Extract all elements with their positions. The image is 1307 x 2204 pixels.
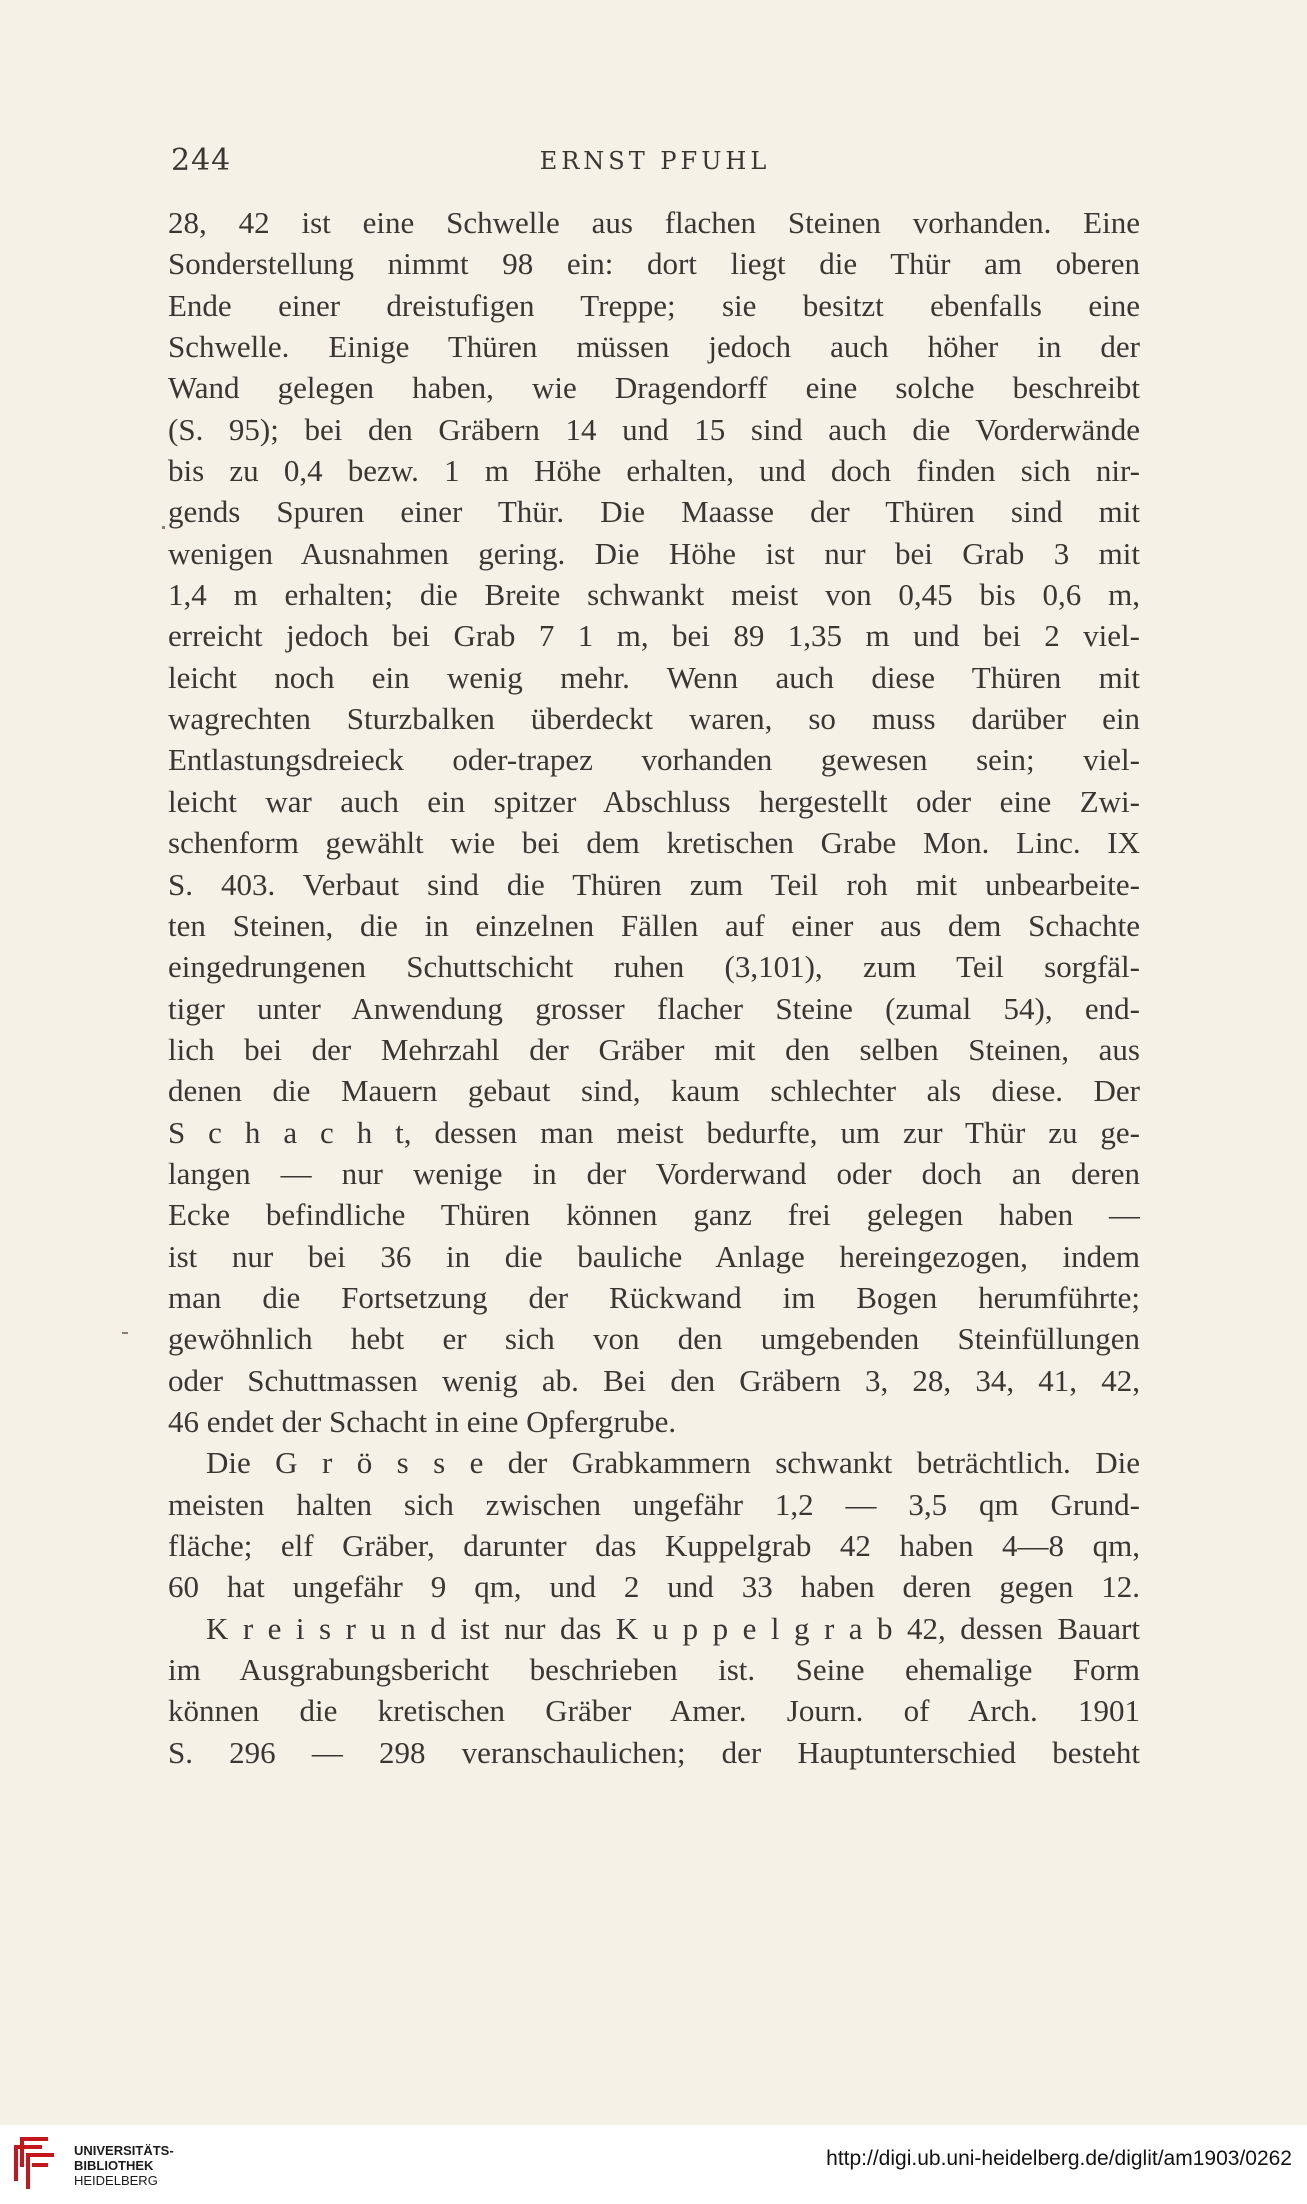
footer-bar: [0, 2125, 1307, 2204]
text-line: S. 403. Verbaut sind die Thüren zum Teil roh mit unbearbeite-: [168, 866, 1140, 902]
text-line: im Ausgrabungsbericht beschrieben ist. Seine ehemalige Form: [168, 1652, 1140, 1688]
text-line: gends Spuren einer Thür. Die Maasse der Thüren sind mit: [168, 494, 1140, 530]
text-line: Schwelle. Einige Thüren müssen jedoch auch höher in der: [168, 329, 1140, 365]
text-line: oder Schuttmassen wenig ab. Bei den Gräbern 3, 28, 34, 41, 42,: [168, 1362, 1140, 1398]
text-line: können die kretischen Gräber Amer. Journ. of Arch. 1901: [168, 1693, 1140, 1729]
library-logo-icon: [14, 2137, 54, 2189]
text-line: 60 hat ungefähr 9 qm, und 2 und 33 haben deren gegen 12.: [168, 1569, 1140, 1605]
text-line: 46 endet der Schacht in eine Opfergrube.: [168, 1403, 677, 1439]
text-line: Sonderstellung nimmt 98 ein: dort liegt die Thür am oberen: [168, 246, 1140, 282]
text-line: lich bei der Mehrzahl der Gräber mit den selben Steinen, aus: [168, 1031, 1140, 1067]
text-line: langen — nur wenige in der Vorderwand oder doch an deren: [168, 1155, 1140, 1191]
text-line: (S. 95); bei den Gräbern 14 und 15 sind auch die Vorderwände: [168, 411, 1140, 447]
text-line: S. 296 — 298 veranschaulichen; der Hauptunterschied besteht: [168, 1734, 1140, 1770]
text-line: bis zu 0,4 bezw. 1 m Höhe erhalten, und doch finden sich nir-: [168, 453, 1140, 489]
text-line: erreicht jedoch bei Grab 7 1 m, bei 89 1,35 m und bei 2 viel-: [168, 618, 1140, 654]
text-line: S c h a c h t, dessen man meist bedurfte, um zur Thür zu ge-: [168, 1114, 1140, 1150]
library-name: [74, 2143, 174, 2188]
text-line: 28, 42 ist eine Schwelle aus flachen Steinen vorhanden. Eine: [168, 205, 1140, 240]
margin-dash: [122, 1332, 128, 1334]
margin-dot: [162, 526, 165, 529]
text-line: tiger unter Anwendung grosser flacher Steine (zumal 54), end-: [168, 990, 1140, 1026]
library-name-line3: HEIDELBERG: [74, 2173, 158, 2188]
text-line: leicht war auch ein spitzer Abschluss hergestellt oder eine Zwi-: [168, 783, 1140, 819]
page-header: [171, 143, 1139, 183]
text-line: eingedrungenen Schuttschicht ruhen (3,101), zum Teil sorgfäl-: [168, 949, 1140, 985]
text-line: gewöhnlich hebt er sich von den umgebenden Steinfüllungen: [168, 1321, 1140, 1357]
text-line: wagrechten Sturzbalken überdeckt waren, so muss darüber ein: [168, 701, 1140, 737]
text-line: ist nur bei 36 in die bauliche Anlage hereingezogen, indem: [168, 1238, 1140, 1274]
source-url-link[interactable]: http://digi.ub.uni-heidelberg.de/diglit/am1903/0262: [826, 2147, 1292, 2170]
text-line: Entlastungsdreieck oder-trapez vorhanden gewesen sein; viel-: [168, 742, 1140, 778]
text-line: denen die Mauern gebaut sind, kaum schlechter als diese. Der: [168, 1073, 1140, 1109]
library-name-line2: BIBLIOTHEK: [74, 2158, 154, 2173]
page-number: 244: [171, 143, 232, 178]
text-line: man die Fortsetzung der Rückwand im Bogen herumführte;: [168, 1279, 1140, 1315]
text-line: leicht noch ein wenig mehr. Wenn auch diese Thüren mit: [168, 659, 1140, 695]
text-line: schenform gewählt wie bei dem kretischen Grabe Mon. Linc. IX: [168, 825, 1140, 861]
text-line: K r e i s r u n d ist nur das K u p p e l g r a b 42, dessen Bauart: [206, 1610, 1140, 1646]
text-line: Ecke befindliche Thüren können ganz frei gelegen haben —: [168, 1197, 1140, 1233]
body-text: [168, 202, 1140, 1773]
running-head: ERNST PFUHL: [539, 147, 771, 175]
text-line: meisten halten sich zwischen ungefähr 1,2 — 3,5 qm Grund-: [168, 1486, 1140, 1522]
text-line: Ende einer dreistufigen Treppe; sie besitzt ebenfalls eine: [168, 287, 1140, 323]
text-line: fläche; elf Gräber, darunter das Kuppelgrab 42 haben 4—8 qm,: [168, 1528, 1140, 1563]
text-line: Wand gelegen haben, wie Dragendorff eine solche beschreibt: [168, 370, 1140, 406]
text-line: 1,4 m erhalten; die Breite schwankt meist von 0,45 bis 0,6 m,: [168, 577, 1140, 613]
library-name-line1: UNIVERSITÄTS-: [74, 2143, 174, 2158]
text-line: wenigen Ausnahmen gering. Die Höhe ist nur bei Grab 3 mit: [168, 535, 1140, 571]
text-line: Die G r ö s s e der Grabkammern schwankt beträchtlich. Die: [206, 1445, 1140, 1481]
text-line: ten Steinen, die in einzelnen Fällen auf einer aus dem Schachte: [168, 907, 1140, 943]
